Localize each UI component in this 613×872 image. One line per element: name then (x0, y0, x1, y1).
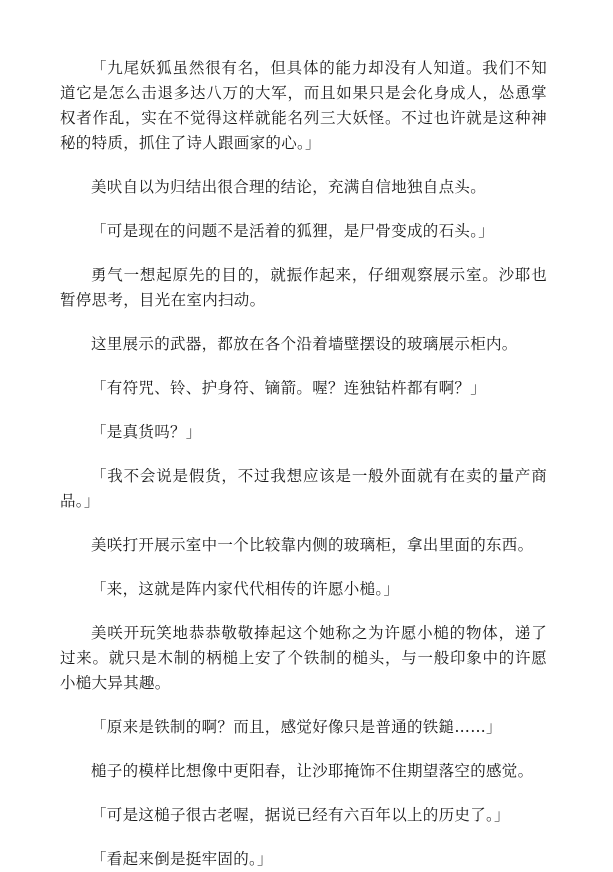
paragraph-11: 美咲开玩笑地恭恭敬敬捧起这个她称之为许愿小槌的物体，递了过来。就只是木制的柄槌上安了个铁制的槌头，与一般印象中的许愿小槌大异其趣。 (60, 624, 547, 692)
paragraph-15: 「看起来倒是挺牢固的。」 (91, 850, 273, 868)
paragraph-3: 「可是现在的问题不是活着的狐狸，是尸骨变成的石头。」 (91, 222, 495, 240)
paragraph-9: 美咲打开展示室中一个比较靠内侧的玻璃柜，拿出里面的东西。 (91, 536, 534, 554)
paragraph-1: 「九尾妖狐虽然很有名，但具体的能力却没有人知道。我们不知道它是怎么击退多达八万的大军，而且如果只是会化身成人，怂恿掌权者作乱，实在不觉得这样就能名列三大妖怪。不过也许就是这种神秘的特质，抓住了诗人跟画家的心。」 (60, 59, 547, 152)
paragraph-5: 这里展示的武器，都放在各个沿着墙壁摆设的玻璃展示柜内。 (91, 335, 518, 353)
paragraph-2: 美吠自以为归结出很合理的结论，充满自信地独自点头。 (91, 178, 487, 196)
paragraph-10: 「来，这就是阵内家代代相传的许愿小槌。」 (91, 580, 400, 598)
paragraph-7: 「是真货吗？」 (91, 423, 202, 441)
paragraph-8: 「我不会说是假货，不过我想应该是一般外面就有在卖的量产商品。」 (60, 467, 547, 510)
paragraph-6: 「有符咒、铃、护身符、镝箭。喔？连独钴杵都有啊？」 (91, 379, 487, 397)
paragraph-13: 槌子的模样比想像中更阳春，让沙耶掩饰不住期望落空的感觉。 (91, 762, 534, 780)
paragraph-4: 勇气一想起原先的目的，就振作起来，仔细观察展示室。沙耶也暂停思考，目光在室内扫动。 (60, 266, 547, 309)
paragraph-12: 「原来是铁制的啊？而且，感觉好像只是普通的铁鎚……」 (91, 718, 502, 736)
paragraph-14: 「可是这槌子很古老喔，据说已经有六百年以上的历史了。」 (91, 806, 510, 824)
